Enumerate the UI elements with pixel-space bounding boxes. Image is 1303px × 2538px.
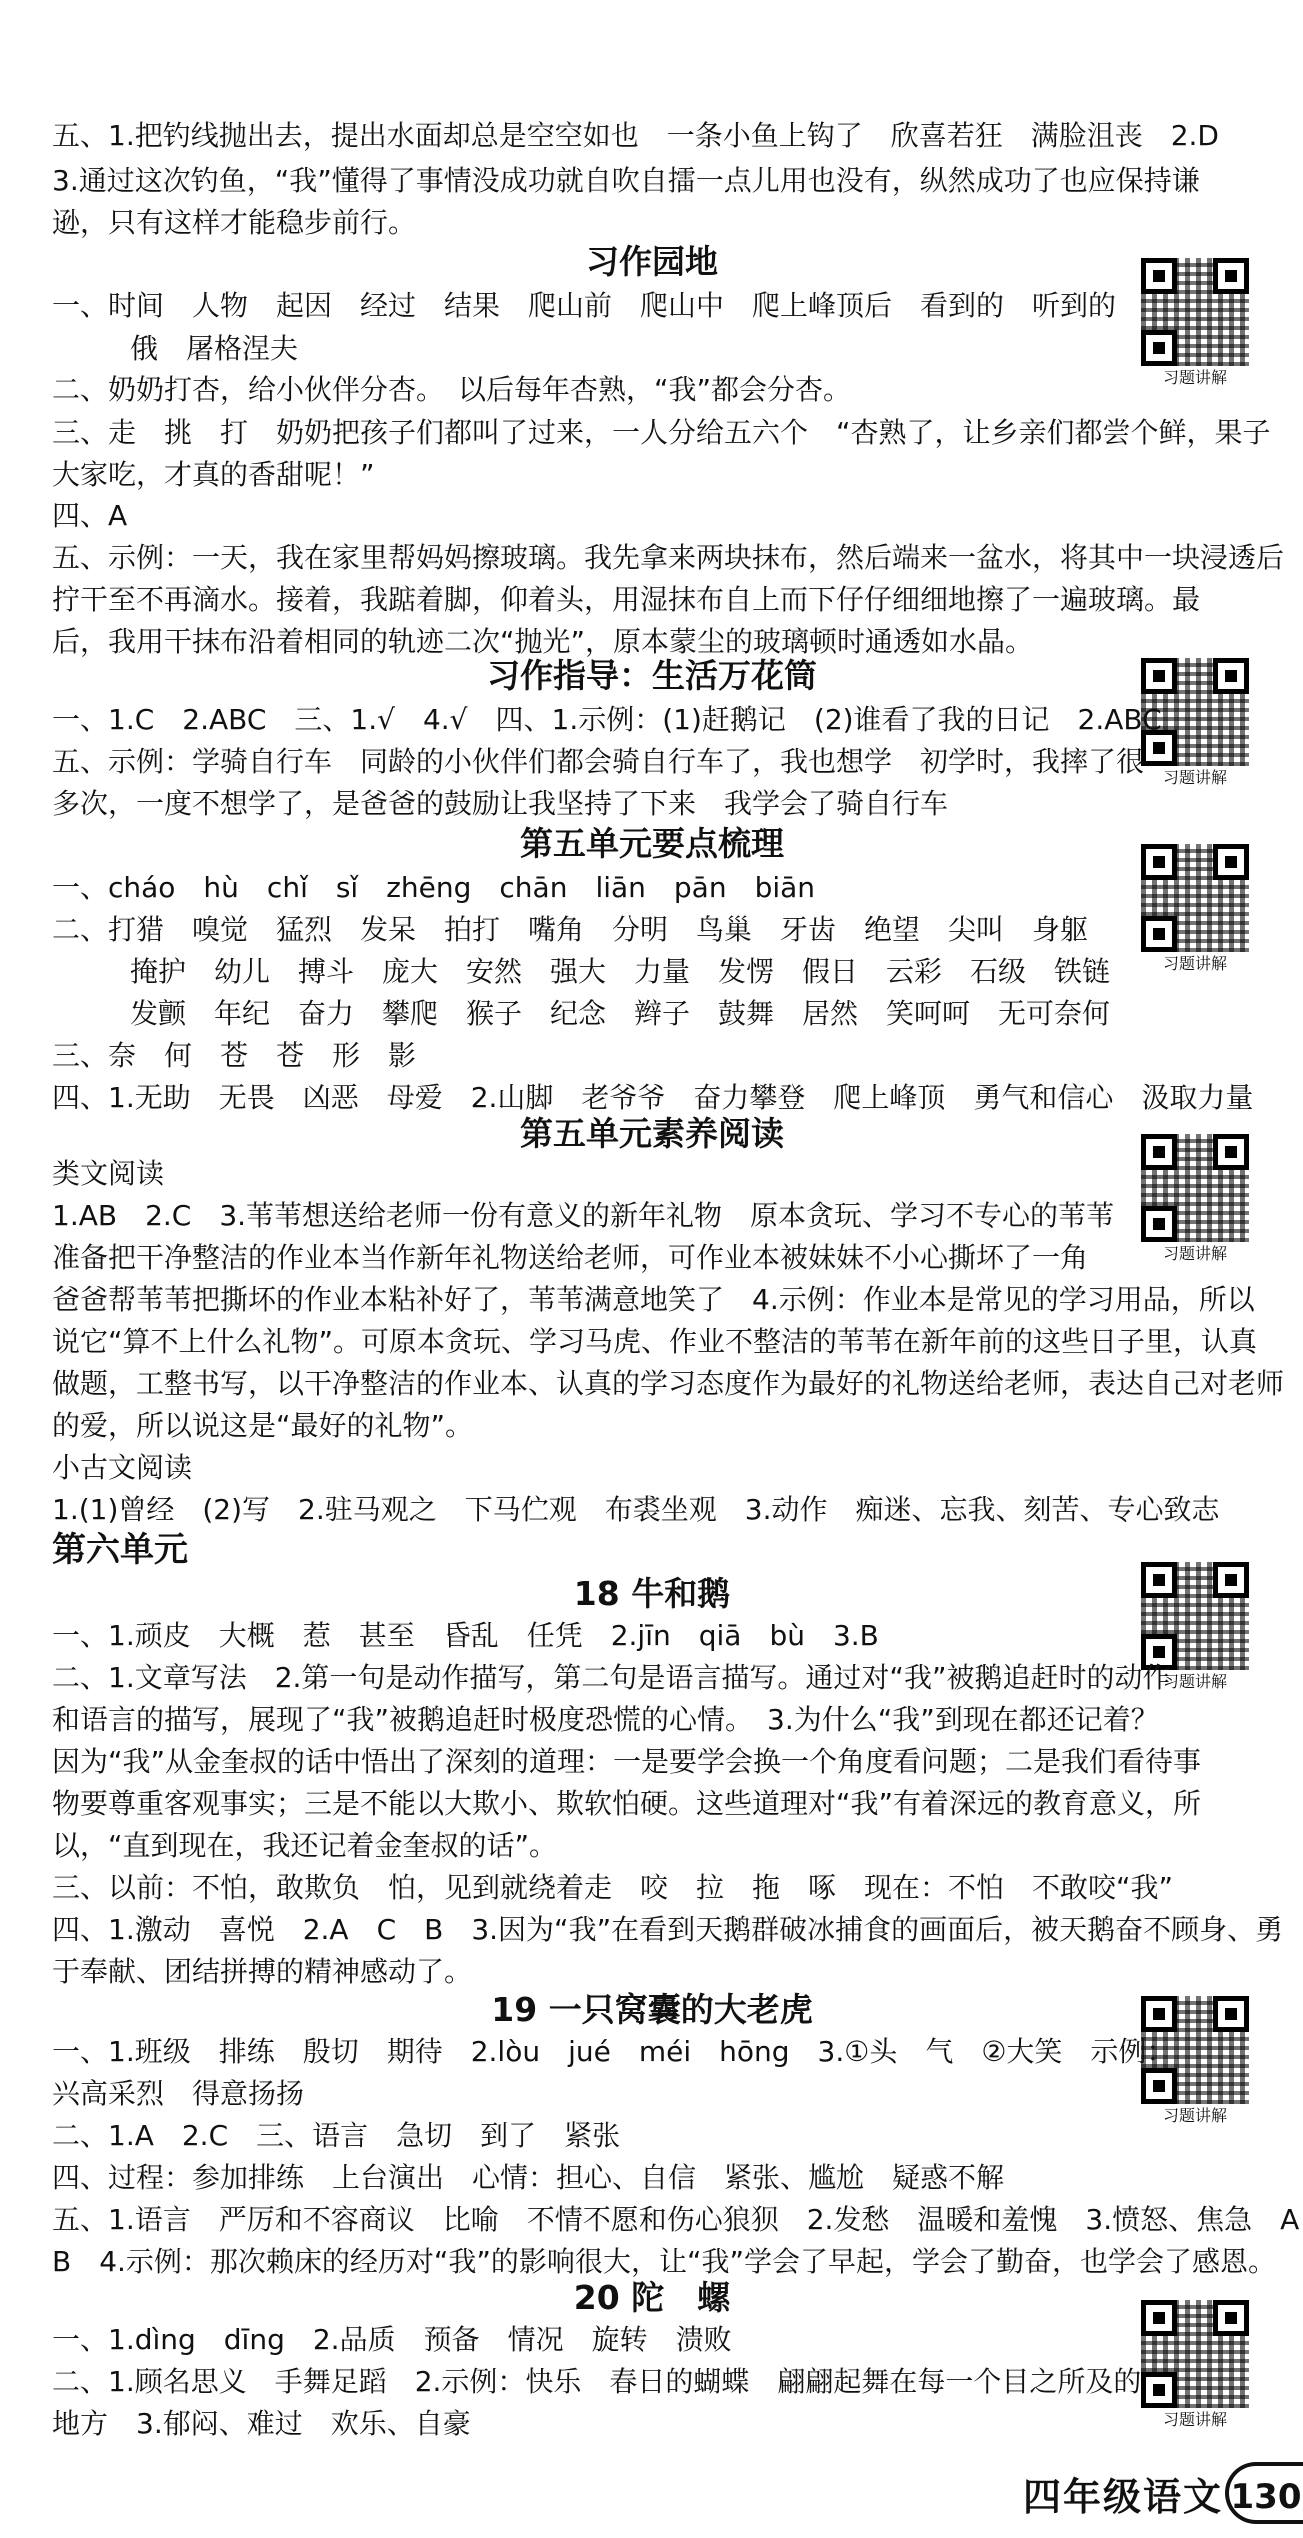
qr-caption: 习题讲解 — [1162, 954, 1227, 973]
section-heading: 第五单元要点梳理 — [520, 824, 784, 863]
qr-code-image — [1141, 1134, 1249, 1242]
page-number: 130 — [1225, 2462, 1303, 2524]
answer-line: 四、A — [52, 499, 128, 532]
answer-line: 三、奈 何 苍 苍 形 影 — [52, 1039, 417, 1072]
subsection-label: 类文阅读 — [52, 1157, 165, 1190]
qr-code[interactable] — [1141, 1134, 1253, 1264]
section-heading: 习作园地 — [586, 242, 718, 281]
answer-line: 五、1.语言 严厉和不容商议 比喻 不情不愿和伤心狼狈 2.发愁 温暖和羞愧 3.愤怒、焦急 A — [52, 2203, 1300, 2236]
answer-line: 说它“算不上什么礼物”。可原本贪玩、学习马虎、作业不整洁的苇苇在新年前的这些日子里，认真 — [52, 1325, 1258, 1358]
answer-line: 大家吃，才真的香甜呢！” — [52, 458, 375, 491]
answer-line: 一、时间 人物 起因 经过 结果 爬山前 爬山中 爬上峰顶后 看到的 听到的 — [52, 289, 1117, 322]
answer-line: 兴高采烈 得意扬扬 — [52, 2077, 305, 2110]
answer-line: 以，“直到现在，我还记着金奎叔的话”。 — [52, 1829, 558, 1862]
qr-code-image — [1141, 1562, 1249, 1670]
qr-code[interactable] — [1141, 844, 1253, 974]
qr-code[interactable] — [1141, 258, 1253, 388]
qr-caption: 习题讲解 — [1162, 1244, 1227, 1263]
answer-line: 3.通过这次钓鱼，“我”懂得了事情没成功就自吹自擂一点儿用也没有，纵然成功了也应保持谦 — [52, 164, 1200, 197]
answer-line: 二、1.文章写法 2.第一句是动作描写，第二句是语言描写。通过对“我”被鹅追赶时的动作 — [52, 1661, 1171, 1694]
answer-line: 三、以前：不怕，敢欺负 怕，见到就绕着走 咬 拉 拖 啄 现在：不怕 不敢咬“我” — [52, 1871, 1174, 1904]
answer-line: 二、奶奶打杏，给小伙伴分杏。 以后每年杏熟，“我”都会分杏。 — [52, 373, 852, 406]
answer-line: 一、1.班级 排练 殷切 期待 2.lòu jué méi hōng 3.①头 气 ②大笑 示例： — [52, 2035, 1175, 2068]
unit-title: 第六单元 — [52, 1530, 188, 1570]
answer-line: 俄 屠格涅夫 — [130, 332, 299, 365]
qr-code-image — [1141, 844, 1249, 952]
answer-line: 的爱，所以说这是“最好的礼物”。 — [52, 1409, 474, 1442]
qr-caption: 习题讲解 — [1162, 2106, 1227, 2125]
answer-line: 做题，工整书写，以干净整洁的作业本、认真的学习态度作为最好的礼物送给老师，表达自己对老师 — [52, 1367, 1285, 1400]
answer-line: 于奉献、团结拼搏的精神感动了。 — [52, 1955, 473, 1988]
answer-line: 发颤 年纪 奋力 攀爬 猴子 纪念 辫子 鼓舞 居然 笑呵呵 无可奈何 — [130, 997, 1111, 1030]
answer-line: 一、1.dìng dīng 2.品质 预备 情况 旋转 溃败 — [52, 2323, 732, 2356]
answer-line: 四、1.无助 无畏 凶恶 母爱 2.山脚 老爷爷 奋力攀登 爬上峰顶 勇气和信心 汲取力量 — [52, 1081, 1254, 1114]
answer-line: 一、1.顽皮 大概 惹 甚至 昏乱 任凭 2.jīn qiā bù 3.B — [52, 1619, 879, 1652]
answer-line: 物要尊重客观事实；三是不能以大欺小、欺软怕硬。这些道理对“我”有着深远的教育意义，所 — [52, 1787, 1202, 1820]
answer-line: 五、示例：一天，我在家里帮妈妈擦玻璃。我先拿来两块抹布，然后端来一盆水，将其中一块浸透后 — [52, 541, 1285, 574]
answer-line: 地方 3.郁闷、难过 欢乐、自豪 — [52, 2407, 471, 2440]
section-heading: 第五单元素养阅读 — [520, 1114, 784, 1153]
answer-line: 1.(1)曾经 (2)写 2.驻马观之 下马伫观 布裘坐观 3.动作 痴迷、忘我、刻苦、专心致志 — [52, 1493, 1220, 1526]
answer-line: 1.AB 2.C 3.苇苇想送给老师一份有意义的新年礼物 原本贪玩、学习不专心的苇苇 — [52, 1199, 1115, 1232]
section-heading: 18 牛和鹅 — [573, 1574, 731, 1613]
answer-line: 逊，只有这样才能稳步前行。 — [52, 206, 417, 239]
answer-line: 三、走 挑 打 奶奶把孩子们都叫了过来，一人分给五六个 “杏熟了，让乡亲们都尝个鲜，果子 — [52, 416, 1271, 449]
answer-line: 一、1.C 2.ABC 三、1.√ 4.√ 四、1.示例：(1)赶鹅记 (2)谁看了我的日记 2.ABC — [52, 703, 1162, 736]
answer-line: B 4.示例：那次赖床的经历对“我”的影响很大，让“我”学会了早起，学会了勤奋，也学会了感恩。 — [52, 2245, 1276, 2278]
qr-code-image — [1141, 2300, 1249, 2408]
answer-line: 后，我用干抹布沿着相同的轨迹二次“抛光”，原本蒙尘的玻璃顿时通透如水晶。 — [52, 625, 1034, 658]
answer-line: 因为“我”从金奎叔的话中悟出了深刻的道理：一是要学会换一个角度看问题；二是我们看待事 — [52, 1745, 1202, 1778]
answer-line: 二、1.A 2.C 三、语言 急切 到了 紧张 — [52, 2119, 621, 2152]
answer-line: 五、示例：学骑自行车 同龄的小伙伴们都会骑自行车了，我也想学 初学时，我摔了很 — [52, 745, 1145, 778]
qr-caption: 习题讲解 — [1162, 368, 1227, 387]
section-heading: 20 陀 螺 — [573, 2278, 731, 2317]
qr-caption: 习题讲解 — [1162, 768, 1227, 787]
answer-line: 四、过程：参加排练 上台演出 心情：担心、自信 紧张、尴尬 疑惑不解 — [52, 2161, 1005, 2194]
answer-line: 二、1.顾名思义 手舞足蹈 2.示例：快乐 春日的蝴蝶 翩翩起舞在每一个目之所及的 — [52, 2365, 1142, 2398]
qr-code[interactable] — [1141, 2300, 1253, 2430]
answer-line: 二、打猎 嗅觉 猛烈 发呆 拍打 嘴角 分明 鸟巢 牙齿 绝望 尖叫 身躯 — [52, 913, 1089, 946]
subsection-label: 小古文阅读 — [52, 1451, 193, 1484]
footer-title: 四年级语文 — [1022, 2475, 1223, 2519]
answer-line: 掩护 幼儿 搏斗 庞大 安然 强大 力量 发愣 假日 云彩 石级 铁链 — [130, 955, 1111, 988]
answer-line: 爸爸帮苇苇把撕坏的作业本粘补好了，苇苇满意地笑了 4.示例：作业本是常见的学习用品，所以 — [52, 1283, 1255, 1316]
answer-line: 拧干至不再滴水。接着，我踮着脚，仰着头，用湿抹布自上而下仔仔细细地擦了一遍玻璃。最 — [52, 583, 1201, 616]
qr-caption: 习题讲解 — [1162, 1672, 1227, 1691]
section-heading: 习作指导：生活万花筒 — [487, 656, 817, 695]
answer-line: 和语言的描写，展现了“我”被鹅追赶时极度恐慌的心情。 3.为什么“我”到现在都还记着？ — [52, 1703, 1159, 1736]
answer-line: 四、1.激动 喜悦 2.A C B 3.因为“我”在看到天鹅群破冰捕食的画面后，被天鹅奋不顾身、勇 — [52, 1913, 1284, 1946]
qr-caption: 习题讲解 — [1162, 2410, 1227, 2429]
section-heading: 19 一只窝囊的大老虎 — [491, 1990, 813, 2029]
answer-line: 五、1.把钓线抛出去，提出水面却总是空空如也 一条小鱼上钩了 欣喜若狂 满脸沮丧 2.D — [52, 119, 1219, 152]
qr-code-image — [1141, 258, 1249, 366]
answer-line: 一、cháo hù chǐ sǐ zhēng chān liān pān biān — [52, 871, 816, 904]
answer-line: 多次，一度不想学了，是爸爸的鼓励让我坚持了下来 我学会了骑自行车 — [52, 787, 949, 820]
answer-line: 准备把干净整洁的作业本当作新年礼物送给老师，可作业本被妹妹不小心撕坏了一角 — [52, 1241, 1089, 1274]
